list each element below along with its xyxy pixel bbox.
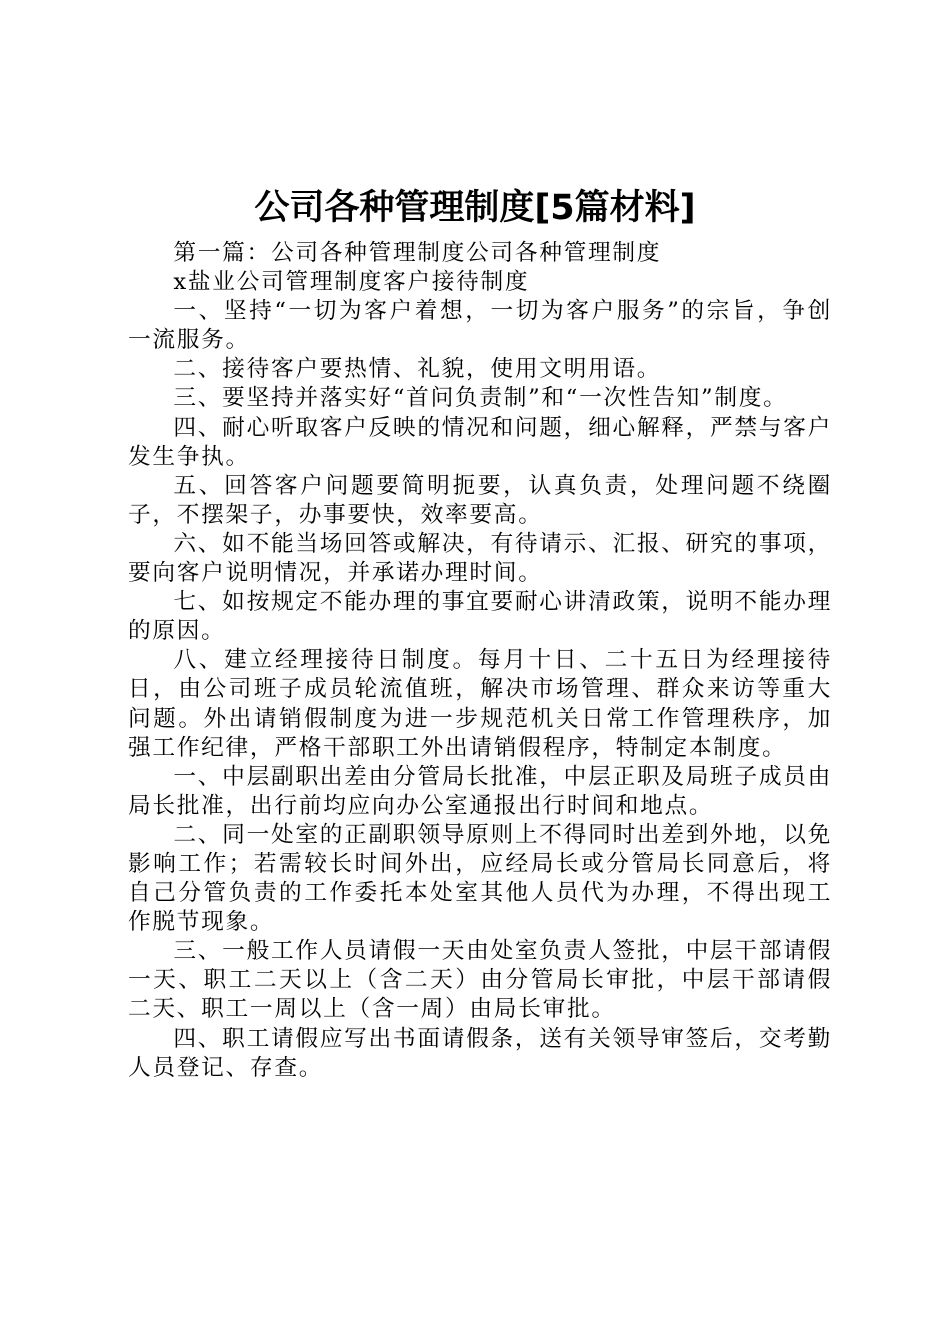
paragraph: 六、如不能当场回答或解决，有待请示、汇报、研究的事项，要向客户说明情况，并承诺办理时间。 — [128, 530, 832, 587]
paragraph: 三、要坚持并落实好“首问负责制”和“一次性告知”制度。 — [173, 385, 788, 412]
document-body — [128, 239, 832, 1083]
paragraph: 四、职工请假应写出书面请假条，送有关领导审签后，交考勤人员登记、存查。 — [128, 1025, 832, 1081]
paragraph: 四、耐心听取客户反映的情况和问题，细心解释，严禁与客户发生争执。 — [128, 414, 832, 470]
paragraph: 一、中层副职出差由分管局长批准，中层正职及局班子成员由局长批准，出行前均应向办公室通报出行时间和地点。 — [128, 763, 832, 819]
document-title: 公司各种管理制度[5篇材料] — [254, 188, 696, 228]
paragraph: 一、坚持“一切为客户着想，一切为客户服务”的宗旨，争创一流服务。 — [128, 298, 832, 354]
paragraph: 二、同一处室的正副职领导原则上不得同时出差到外地，以免影响工作；若需较长时间外出，应经局长或分管局长同意后，将自己分管负责的工作委托本处室其他人员代为办理，不得出现工作脱节现象。 — [128, 821, 832, 936]
paragraph-section-heading: x盐业公司管理制度客户接待制度 — [173, 269, 530, 296]
paragraph-chapter-heading: 第一篇：公司各种管理制度公司各种管理制度 — [173, 240, 662, 266]
paragraph: 八、建立经理接待日制度。每月十日、二十五日为经理接待日，由公司班子成员轮流值班，解决市场管理、群众来访等重大问题。外出请销假制度为进一步规范机关日常工作管理秩序，加强工作纪律，严格干部职工外出请销假程序，特制定本制度。 — [128, 647, 832, 761]
paragraph: 五、回答客户问题要简明扼要，认真负责，处理问题不绕圈子，不摆架子，办事要快，效率要高。 — [128, 472, 832, 528]
paragraph: 二、接待客户要热情、礼貌，使用文明用语。 — [173, 356, 662, 383]
paragraph: 三、一般工作人员请假一天由处室负责人签批，中层干部请假一天、职工二天以上（含二天）由分管局长审批，中层干部请假二天、职工一周以上（含一周）由局长审批。 — [128, 938, 832, 1023]
paragraph: 七、如按规定不能办理的事宜要耐心讲清政策，说明不能办理的原因。 — [128, 589, 832, 645]
